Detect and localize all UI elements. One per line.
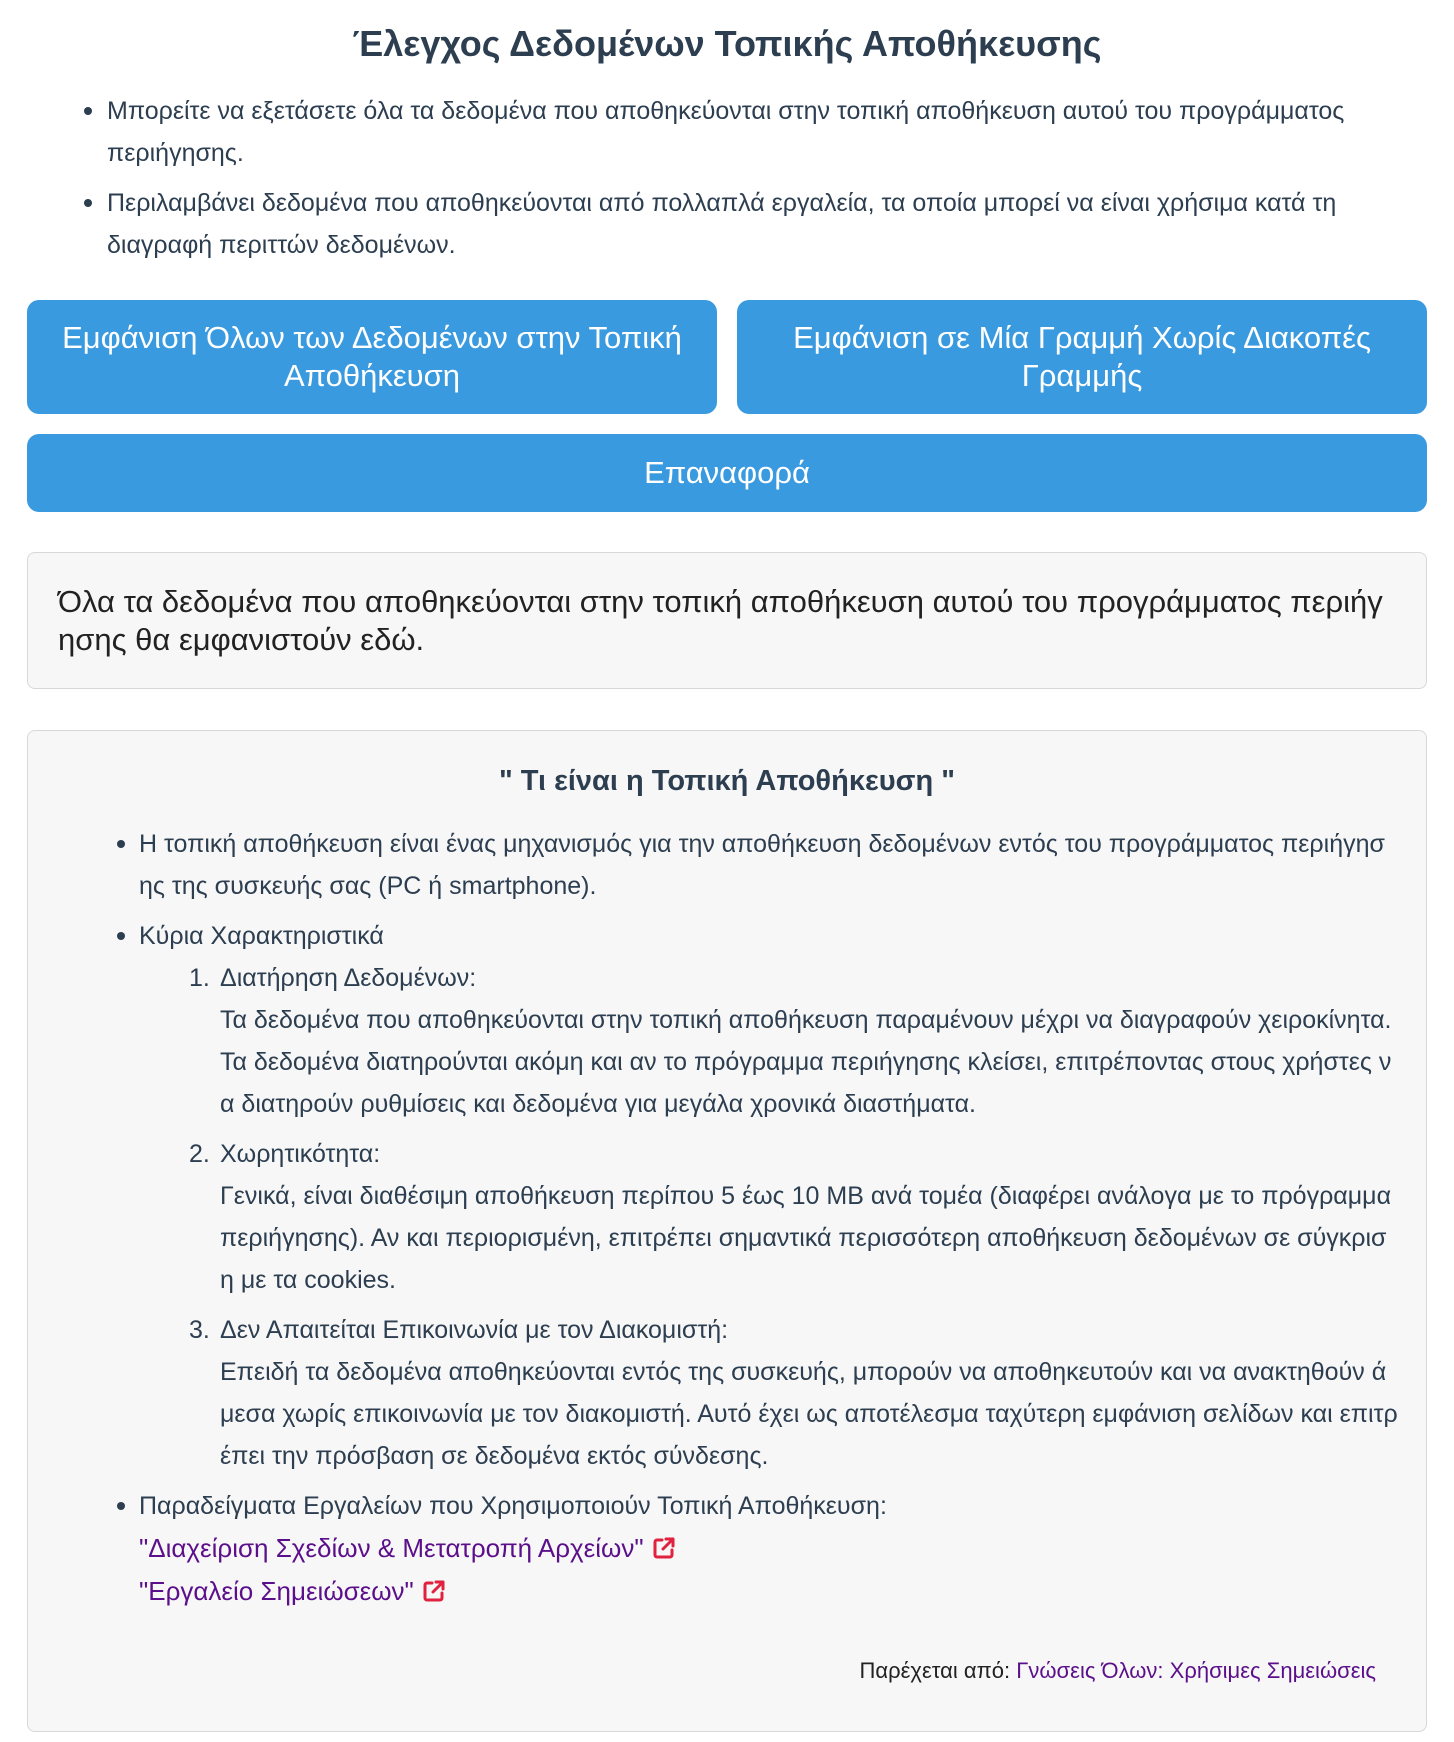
feature-item bbox=[139, 1133, 1398, 1301]
info-item-definition bbox=[28, 823, 1428, 907]
info-panel bbox=[27, 730, 1427, 1732]
intro-text: Περιλαμβάνει δεδομένα που αποθηκεύονται από πολλαπλά εργαλεία, τα οποία μπορεί να είναι χρήσιμα κατά τη διαγραφή περιττών δεδομένων. bbox=[107, 189, 1337, 259]
feature-description: Τα δεδομένα που αποθηκεύονται στην τοπική αποθήκευση παραμένουν μέχρι να διαγραφούν χειροκίνητα. Τα δεδομένα διατηρούνται ακόμη και αν το πρόγραμμα περιήγησης κλείσει, επιτρέποντας στους χρήστες να διατηρούν ρυθμίσεις και δεδομένα για μεγάλα χρονικά διαστήματα. bbox=[220, 1006, 1392, 1118]
reset-label: Επαναφορά bbox=[644, 455, 810, 490]
info-list bbox=[28, 823, 1428, 1621]
bullet-icon bbox=[117, 1502, 125, 1510]
provided-by-label: Παρέχεται από: bbox=[859, 1658, 1011, 1683]
feature-description: Επειδή τα δεδομένα αποθηκεύονται εντός της συσκευής, μπορούν να αποθηκευτούν και να ανακτηθούν άμεσα χωρίς επικοινωνία με τον διακομιστή. Αυτό έχει ως αποτέλεσμα ταχύτερη εμφάνιση σελίδων και επιτρέπει την πρόσβαση σε δεδομένα εκτός σύνδεσης. bbox=[220, 1358, 1398, 1470]
show-one-line-label: Εμφάνιση σε Μία Γραμμή Χωρίς Διακοπές Γραμμής bbox=[793, 320, 1371, 393]
reset-button[interactable] bbox=[27, 434, 1427, 512]
feature-number: 3. bbox=[189, 1316, 210, 1344]
feature-description: Γενικά, είναι διαθέσιμη αποθήκευση περίπου 5 έως 10 MB ανά τομέα (διαφέρει ανάλογα με το πρόγραμμα περιήγησης). Αν και περιορισμένη, επιτρέπει σημαντικά περισσότερη αποθήκευση δεδομένων σε σύγκριση με τα cookies. bbox=[220, 1182, 1392, 1294]
feature-number: 1. bbox=[189, 964, 210, 992]
example-link-text: "Εργαλείο Σημειώσεων" bbox=[139, 1576, 414, 1606]
example-link-design-manager[interactable] bbox=[139, 1527, 676, 1569]
output-area[interactable] bbox=[27, 552, 1427, 689]
bullet-icon bbox=[84, 199, 92, 207]
bullet-icon bbox=[84, 107, 92, 115]
feature-title: Δεν Απαιτείται Επικοινωνία με τον Διακομιστή: bbox=[220, 1316, 729, 1344]
output-placeholder: Όλα τα δεδομένα που αποθηκεύονται στην τοπική αποθήκευση αυτού του προγράμματος περιήγησης θα εμφανιστούν εδώ. bbox=[58, 584, 1383, 657]
external-link-icon bbox=[422, 1579, 446, 1603]
feature-title: Διατήρηση Δεδομένων: bbox=[220, 964, 477, 992]
intro-text: Μπορείτε να εξετάσετε όλα τα δεδομένα που αποθηκεύονται στην τοπική αποθήκευση αυτού του προγράμματος περιήγησης. bbox=[107, 97, 1345, 167]
bullet-icon bbox=[117, 840, 125, 848]
feature-item bbox=[139, 1309, 1398, 1477]
example-link-notes-tool[interactable] bbox=[139, 1570, 446, 1612]
info-item-examples bbox=[28, 1485, 1428, 1613]
example-link-text: "Διαχείριση Σχεδίων & Μετατροπή Αρχείων" bbox=[139, 1533, 644, 1563]
page-title: Έλεγχος Δεδομένων Τοπικής Αποθήκευσης bbox=[352, 23, 1102, 64]
features-list bbox=[139, 957, 1398, 1477]
provided-by bbox=[860, 1656, 1377, 1686]
page-container bbox=[27, 0, 1427, 1683]
examples-label: Παραδείγματα Εργαλείων που Χρησιμοποιούν Τοπική Αποθήκευση: bbox=[139, 1492, 887, 1520]
info-heading: " Τι είναι η Τοπική Αποθήκευση " bbox=[499, 765, 955, 797]
feature-title: Χωρητικότητα: bbox=[220, 1140, 381, 1168]
info-item-features bbox=[28, 915, 1428, 1477]
intro-list bbox=[27, 90, 1427, 266]
provided-by-link[interactable]: Γνώσεις Όλων: Χρήσιμες Σημειώσεις bbox=[1016, 1658, 1376, 1683]
definition-text: Η τοπική αποθήκευση είναι ένας μηχανισμός για την αποθήκευση δεδομένων εντός του προγράμματος περιήγησης της συσκευής σας (PC ή smartphone). bbox=[139, 830, 1385, 900]
intro-item bbox=[27, 182, 1427, 266]
show-one-line-button[interactable] bbox=[737, 300, 1427, 414]
show-all-data-button[interactable] bbox=[27, 300, 717, 414]
bullet-icon bbox=[117, 932, 125, 940]
feature-item bbox=[139, 957, 1398, 1125]
features-label: Κύρια Χαρακτηριστικά bbox=[139, 922, 384, 950]
external-link-icon bbox=[652, 1536, 676, 1560]
feature-number: 2. bbox=[189, 1140, 210, 1168]
show-all-data-label: Εμφάνιση Όλων των Δεδομένων στην Τοπική Αποθήκευση bbox=[62, 320, 682, 393]
intro-item bbox=[27, 90, 1427, 174]
button-row bbox=[27, 300, 1427, 414]
